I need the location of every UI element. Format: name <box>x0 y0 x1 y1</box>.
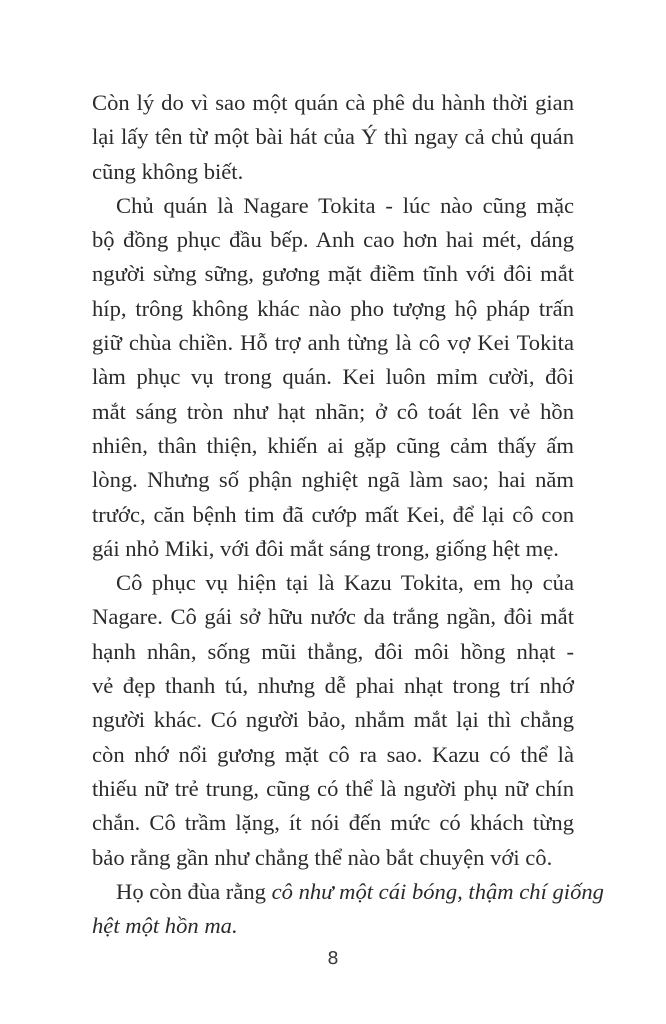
text-line <box>92 875 604 909</box>
paragraph-2 <box>92 189 574 566</box>
text-line: gái nhỏ Miki, với đôi mắt sáng trong, giống hệt mẹ. <box>92 535 559 561</box>
text-line: lòng. Nhưng số phận nghiệt ngã làm sao; hai năm <box>92 467 574 493</box>
text-line: vẻ đẹp thanh tú, nhưng dễ phai nhạt trong trí nhớ <box>92 673 574 699</box>
text-line: nhiên, thân thiện, khiến ai gặp cũng cảm thấy ấm <box>92 432 574 458</box>
book-page-body <box>92 86 604 943</box>
paragraph-3 <box>92 566 574 875</box>
text-line: thiếu nữ trẻ trung, cũng có thể là người phụ nữ chín <box>92 775 574 801</box>
text-line: cũng không biết. <box>92 158 244 184</box>
text-line: giữ chùa chiền. Hỗ trợ anh từng là cô vợ Kei Tokita <box>92 330 574 356</box>
text-line: làm phục vụ trong quán. Kei luôn mỉm cười, đôi <box>92 364 574 390</box>
text-line: Cô phục vụ hiện tại là Kazu Tokita, em họ của <box>116 570 574 596</box>
regular-text: Họ còn đùa rằng <box>116 878 272 904</box>
text-line: trước, căn bệnh tim đã cướp mất Kei, để lại cô con <box>92 501 574 527</box>
italic-text: cô như một cái bóng, thậm chí giống <box>271 878 604 904</box>
text-line: híp, trông không khác nào pho tượng hộ pháp trấn <box>92 295 574 321</box>
text-line: bảo rằng gần như chẳng thể nào bắt chuyện với cô. <box>92 844 553 870</box>
text-line: Còn lý do vì sao một quán cà phê du hành thời gian <box>92 90 574 115</box>
text-line: người khác. Có người bảo, nhắm mắt lại thì chẳng <box>92 707 574 733</box>
text-line: chắn. Cô trầm lặng, ít nói đến mức có khách từng <box>92 810 574 836</box>
text-line: bộ đồng phục đầu bếp. Anh cao hơn hai mét, dáng <box>92 227 574 253</box>
page-number: 8 <box>327 948 339 969</box>
text-line: mắt sáng tròn như hạt nhãn; ở cô toát lên vẻ hồn <box>92 398 574 424</box>
paragraph-4 <box>92 875 604 944</box>
text-line: còn nhớ nổi gương mặt cô ra sao. Kazu có thể là <box>92 741 574 767</box>
text-line: Chủ quán là Nagare Tokita - lúc nào cũng mặc <box>116 192 574 218</box>
text-line: hệt một hồn ma. <box>92 913 238 939</box>
text-line: Nagare. Cô gái sở hữu nước da trắng ngần, đôi mắt <box>92 604 574 630</box>
text-line: hạnh nhân, sống mũi thẳng, đôi môi hồng nhạt - <box>92 638 574 664</box>
text-line: người sừng sững, gương mặt điềm tĩnh với đôi mắt <box>92 261 574 287</box>
paragraph-1 <box>92 86 574 189</box>
text-line: lại lấy tên từ một bài hát của Ý thì ngay cả chủ quán <box>92 124 574 150</box>
